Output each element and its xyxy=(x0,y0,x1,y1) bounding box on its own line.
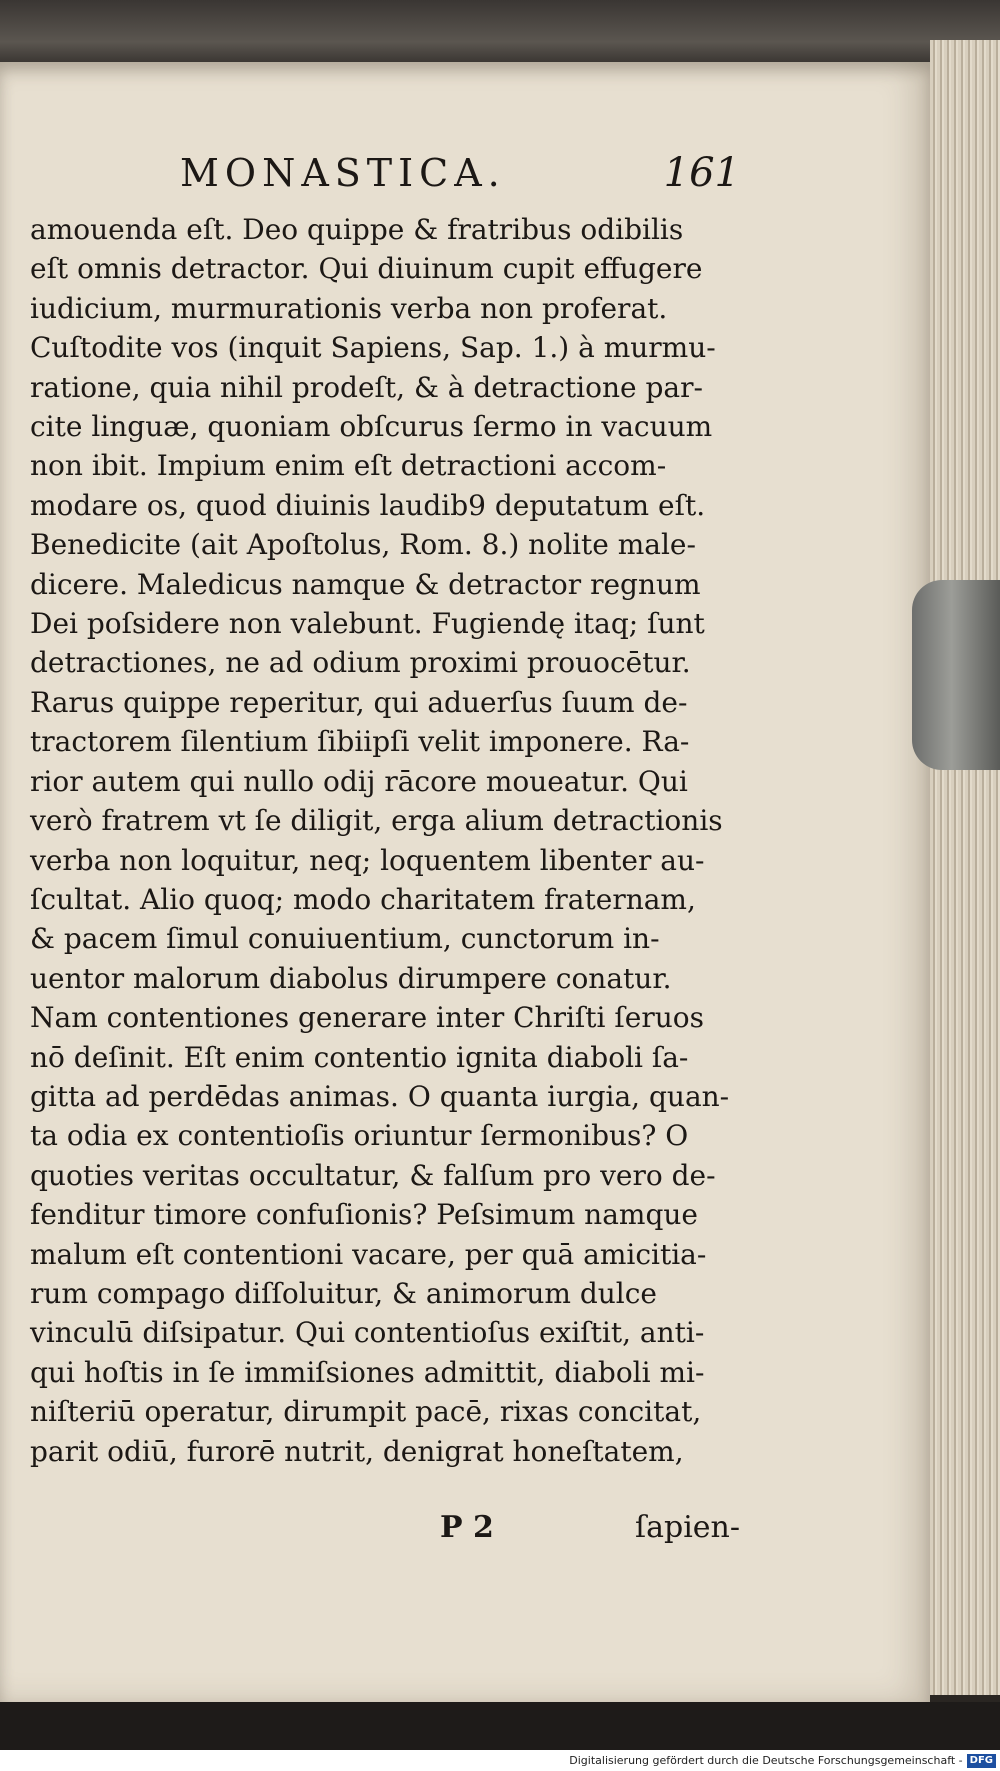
text-line: detractiones, ne ad odium proximi prouocētur. xyxy=(30,646,691,680)
credit-bar xyxy=(0,1750,1000,1771)
text-line: niſteriū operatur, dirumpit pacē, rixas concitat, xyxy=(30,1395,702,1429)
page-number: 161 xyxy=(663,150,740,196)
text-line: & pacem ſimul conuiuentium, cunctorum in- xyxy=(30,922,660,956)
text-line: ta odia ex contentioſis oriuntur ſermonibus? O xyxy=(30,1119,689,1153)
book-top-edge xyxy=(0,0,1000,70)
text-line: cite linguæ, quoniam obſcurus ſermo in vacuum xyxy=(30,410,713,444)
text-line: quoties veritas occultatur, & falſum pro vero de- xyxy=(30,1158,716,1192)
text-line: dicere. Maledicus namque & detractor regnum xyxy=(30,567,701,601)
text-line: uentor malorum diabolus dirumpere conatur. xyxy=(30,961,672,995)
text-line: Rarus quippe reperitur, qui aduerſus ſuum de- xyxy=(30,685,688,719)
text-line: vinculū diſsipatur. Qui contentioſus exiſtit, anti- xyxy=(30,1316,705,1350)
credit-text: Digitalisierung gefördert durch die Deutsche Forschungsgemeinschaft - xyxy=(569,1754,963,1767)
text-line: Dei poſsidere non valebunt. Fugiendę itaq; ſunt xyxy=(30,607,705,641)
text-line: modare os, quod diuinis laudib9 deputatum eſt. xyxy=(30,488,706,522)
body-text xyxy=(30,210,740,1471)
text-line: rum compago diſſoluitur, & animorum dulce xyxy=(30,1276,658,1310)
page-header xyxy=(180,150,740,204)
text-line: iudicium, murmurationis verba non proferat. xyxy=(30,291,668,325)
signature-mark: P 2 xyxy=(440,1510,494,1545)
text-line: malum eſt contentioni vacare, per quā amicitia- xyxy=(30,1237,707,1271)
page-edges xyxy=(930,40,1000,1695)
scan-background xyxy=(0,1702,1000,1750)
text-line: parit odiū, furorē nutrit, denigrat honeſtatem, xyxy=(30,1434,684,1468)
text-line: verba non loquitur, neq; loquentem libenter au- xyxy=(30,843,705,877)
text-line: verò fratrem vt ſe diligit, erga alium detractionis xyxy=(30,804,723,838)
text-line: fenditur timore confuſionis? Peſsimum namque xyxy=(30,1198,698,1232)
text-line: Cuſtodite vos (inquit Sapiens, Sap. 1.) à murmu- xyxy=(30,331,716,365)
text-line: ratione, quia nihil prodeſt, & à detractione par- xyxy=(30,370,703,404)
text-line: gitta ad perdēdas animas. O quanta iurgia, quan- xyxy=(30,1079,730,1113)
catchword: ſapien- xyxy=(635,1510,740,1545)
text-line: eſt omnis detractor. Qui diuinum cupit effugere xyxy=(30,252,703,286)
text-line: rior autem qui nullo odij rācore moueatur. Qui xyxy=(30,764,688,798)
dfg-logo-icon: DFG xyxy=(967,1754,996,1768)
text-line: tractorem ſilentium ſibiipſi velit imponere. Ra- xyxy=(30,725,690,759)
text-line: ſcultat. Alio quoq; modo charitatem fraternam, xyxy=(30,882,696,916)
page-clip xyxy=(912,580,1000,770)
text-line: amouenda eſt. Deo quippe & fratribus odibilis xyxy=(30,213,684,246)
text-line: nō deſinit. Eſt enim contentio ignita diaboli ſa- xyxy=(30,1040,689,1074)
text-line: Nam contentiones generare inter Chriſti ſeruos xyxy=(30,1001,704,1035)
text-line: non ibit. Impium enim eſt detractioni accom- xyxy=(30,449,667,483)
text-line: qui hoſtis in ſe immiſsiones admittit, diaboli mi- xyxy=(30,1355,705,1389)
running-title: MONASTICA. xyxy=(180,151,506,195)
text-line: Benedicite (ait Apoſtolus, Rom. 8.) nolite male- xyxy=(30,528,696,562)
page-footer xyxy=(440,1510,740,1550)
